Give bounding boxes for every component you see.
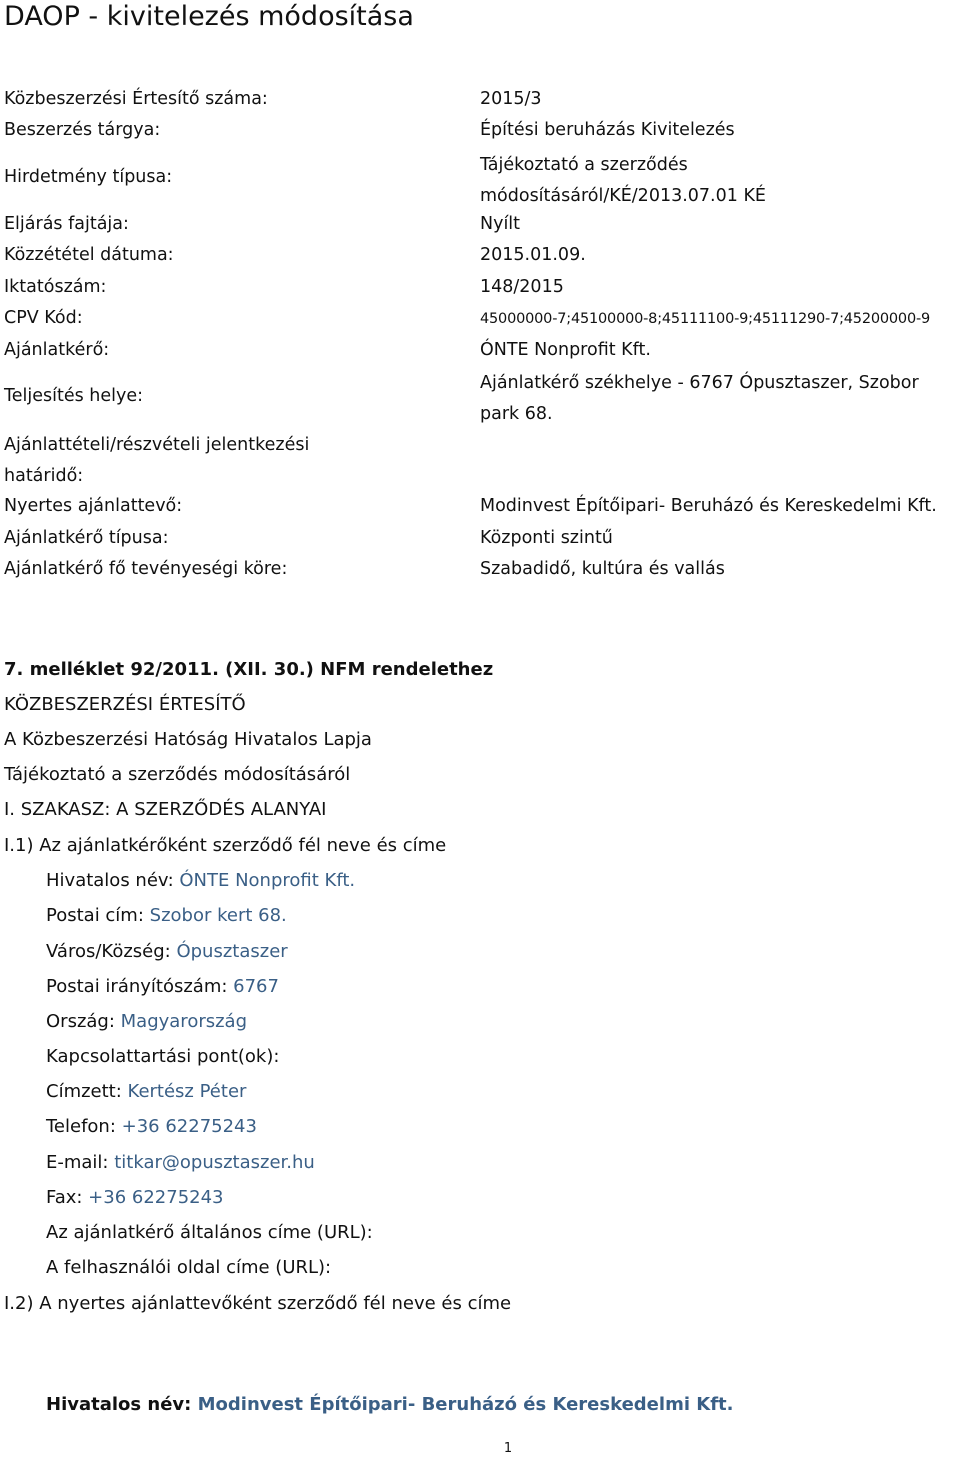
annex-reference: 7. melléklet 92/2011. (XII. 30.) NFM rendelethez [4,659,494,680]
summary-label: Ajánlatkérő fő tevényeségi köre: [4,559,288,579]
summary-row [4,340,958,366]
summary-row [4,150,958,212]
field-city: Város/Község: Ópusztaszer [46,941,288,962]
subsection-1-1: I.1) Az ajánlatkérőként szerződő fél neve és címe [4,835,447,856]
summary-row [4,559,958,585]
summary-label: Beszerzés tárgya: [4,120,161,140]
field-general-url: Az ajánlatkérő általános címe (URL): [46,1222,373,1243]
page-number: 1 [503,1441,513,1456]
summary-value: 148/2015 [480,277,564,297]
summary-value: Modinvest Építőipari- Beruházó és Kereskedelmi Kft. [480,496,937,516]
summary-row [4,430,958,492]
authority-line: A Közbeszerzési Hatóság Hivatalos Lapja [4,729,372,750]
cpv-codes: 45000000-7;45100000-8;45111100-9;45111290-7;45200000-9 [480,311,931,327]
winner-official-name: Hivatalos név: Modinvest Építőipari- Beruházó és Kereskedelmi Kft. [46,1394,734,1415]
summary-value: Tájékoztató a szerződés módosításáról/KÉ/2013.07.01 KÉ [480,155,766,206]
field-addressee: Címzett: Kertész Péter [46,1081,247,1102]
summary-label: Közbeszerzési Értesítő száma: [4,89,268,109]
field-postcode: Postai irányítószám: 6767 [46,976,279,997]
summary-label: Ajánlatkérő típusa: [4,528,169,548]
summary-row [4,496,958,522]
summary-value: Építési beruházás Kivitelezés [480,120,735,140]
summary-row [4,308,958,334]
summary-row [4,368,958,430]
field-phone: Telefon: +36 62275243 [46,1116,257,1137]
document-title: DAOP - kivitelezés módosítása [4,1,414,32]
summary-value: Ajánlatkérő székhelye - 6767 Ópusztaszer, Szobor park 68. [480,373,919,424]
summary-label: Nyertes ajánlattevő: [4,496,183,516]
field-postal-address: Postai cím: Szobor kert 68. [46,905,287,926]
field-official-name: Hivatalos név: ÓNTE Nonprofit Kft. [46,870,356,891]
summary-label: Hirdetmény típusa: [4,167,173,187]
summary-label: Ajánlatkérő: [4,340,110,360]
field-fax: Fax: +36 62275243 [46,1187,224,1208]
summary-value: Szabadidő, kultúra és vallás [480,559,725,579]
summary-row [4,277,958,303]
summary-label: Eljárás fajtája: [4,214,129,234]
field-contact-points: Kapcsolattartási pont(ok): [46,1046,280,1067]
notice-title: Tájékoztató a szerződés módosításáról [4,764,351,785]
section-heading: I. SZAKASZ: A SZERZŐDÉS ALANYAI [4,799,327,820]
summary-row [4,528,958,554]
summary-value: 2015/3 [480,89,542,109]
gazette-name: KÖZBESZERZÉSI ÉRTESÍTŐ [4,694,246,715]
subsection-1-2: I.2) A nyertes ajánlattevőként szerződő fél neve és címe [4,1293,512,1314]
summary-row [4,120,958,146]
summary-value: Központi szintű [480,528,613,548]
summary-label: Ajánlattételi/részvételi jelentkezési határidő: [4,435,310,486]
summary-row [4,89,958,115]
summary-label: Iktatószám: [4,277,107,297]
summary-label: CPV Kód: [4,308,83,328]
field-country: Ország: Magyarország [46,1011,248,1032]
summary-row [4,245,958,271]
summary-label: Közzététel dátuma: [4,245,174,265]
summary-value: ÓNTE Nonprofit Kft. [480,340,651,360]
summary-value: Nyílt [480,214,521,234]
field-email: E-mail: titkar@opusztaszer.hu [46,1152,315,1173]
summary-label: Teljesítés helye: [4,386,144,406]
summary-row [4,214,958,240]
summary-value: 2015.01.09. [480,245,586,265]
field-buyer-profile-url: A felhasználói oldal címe (URL): [46,1257,332,1278]
